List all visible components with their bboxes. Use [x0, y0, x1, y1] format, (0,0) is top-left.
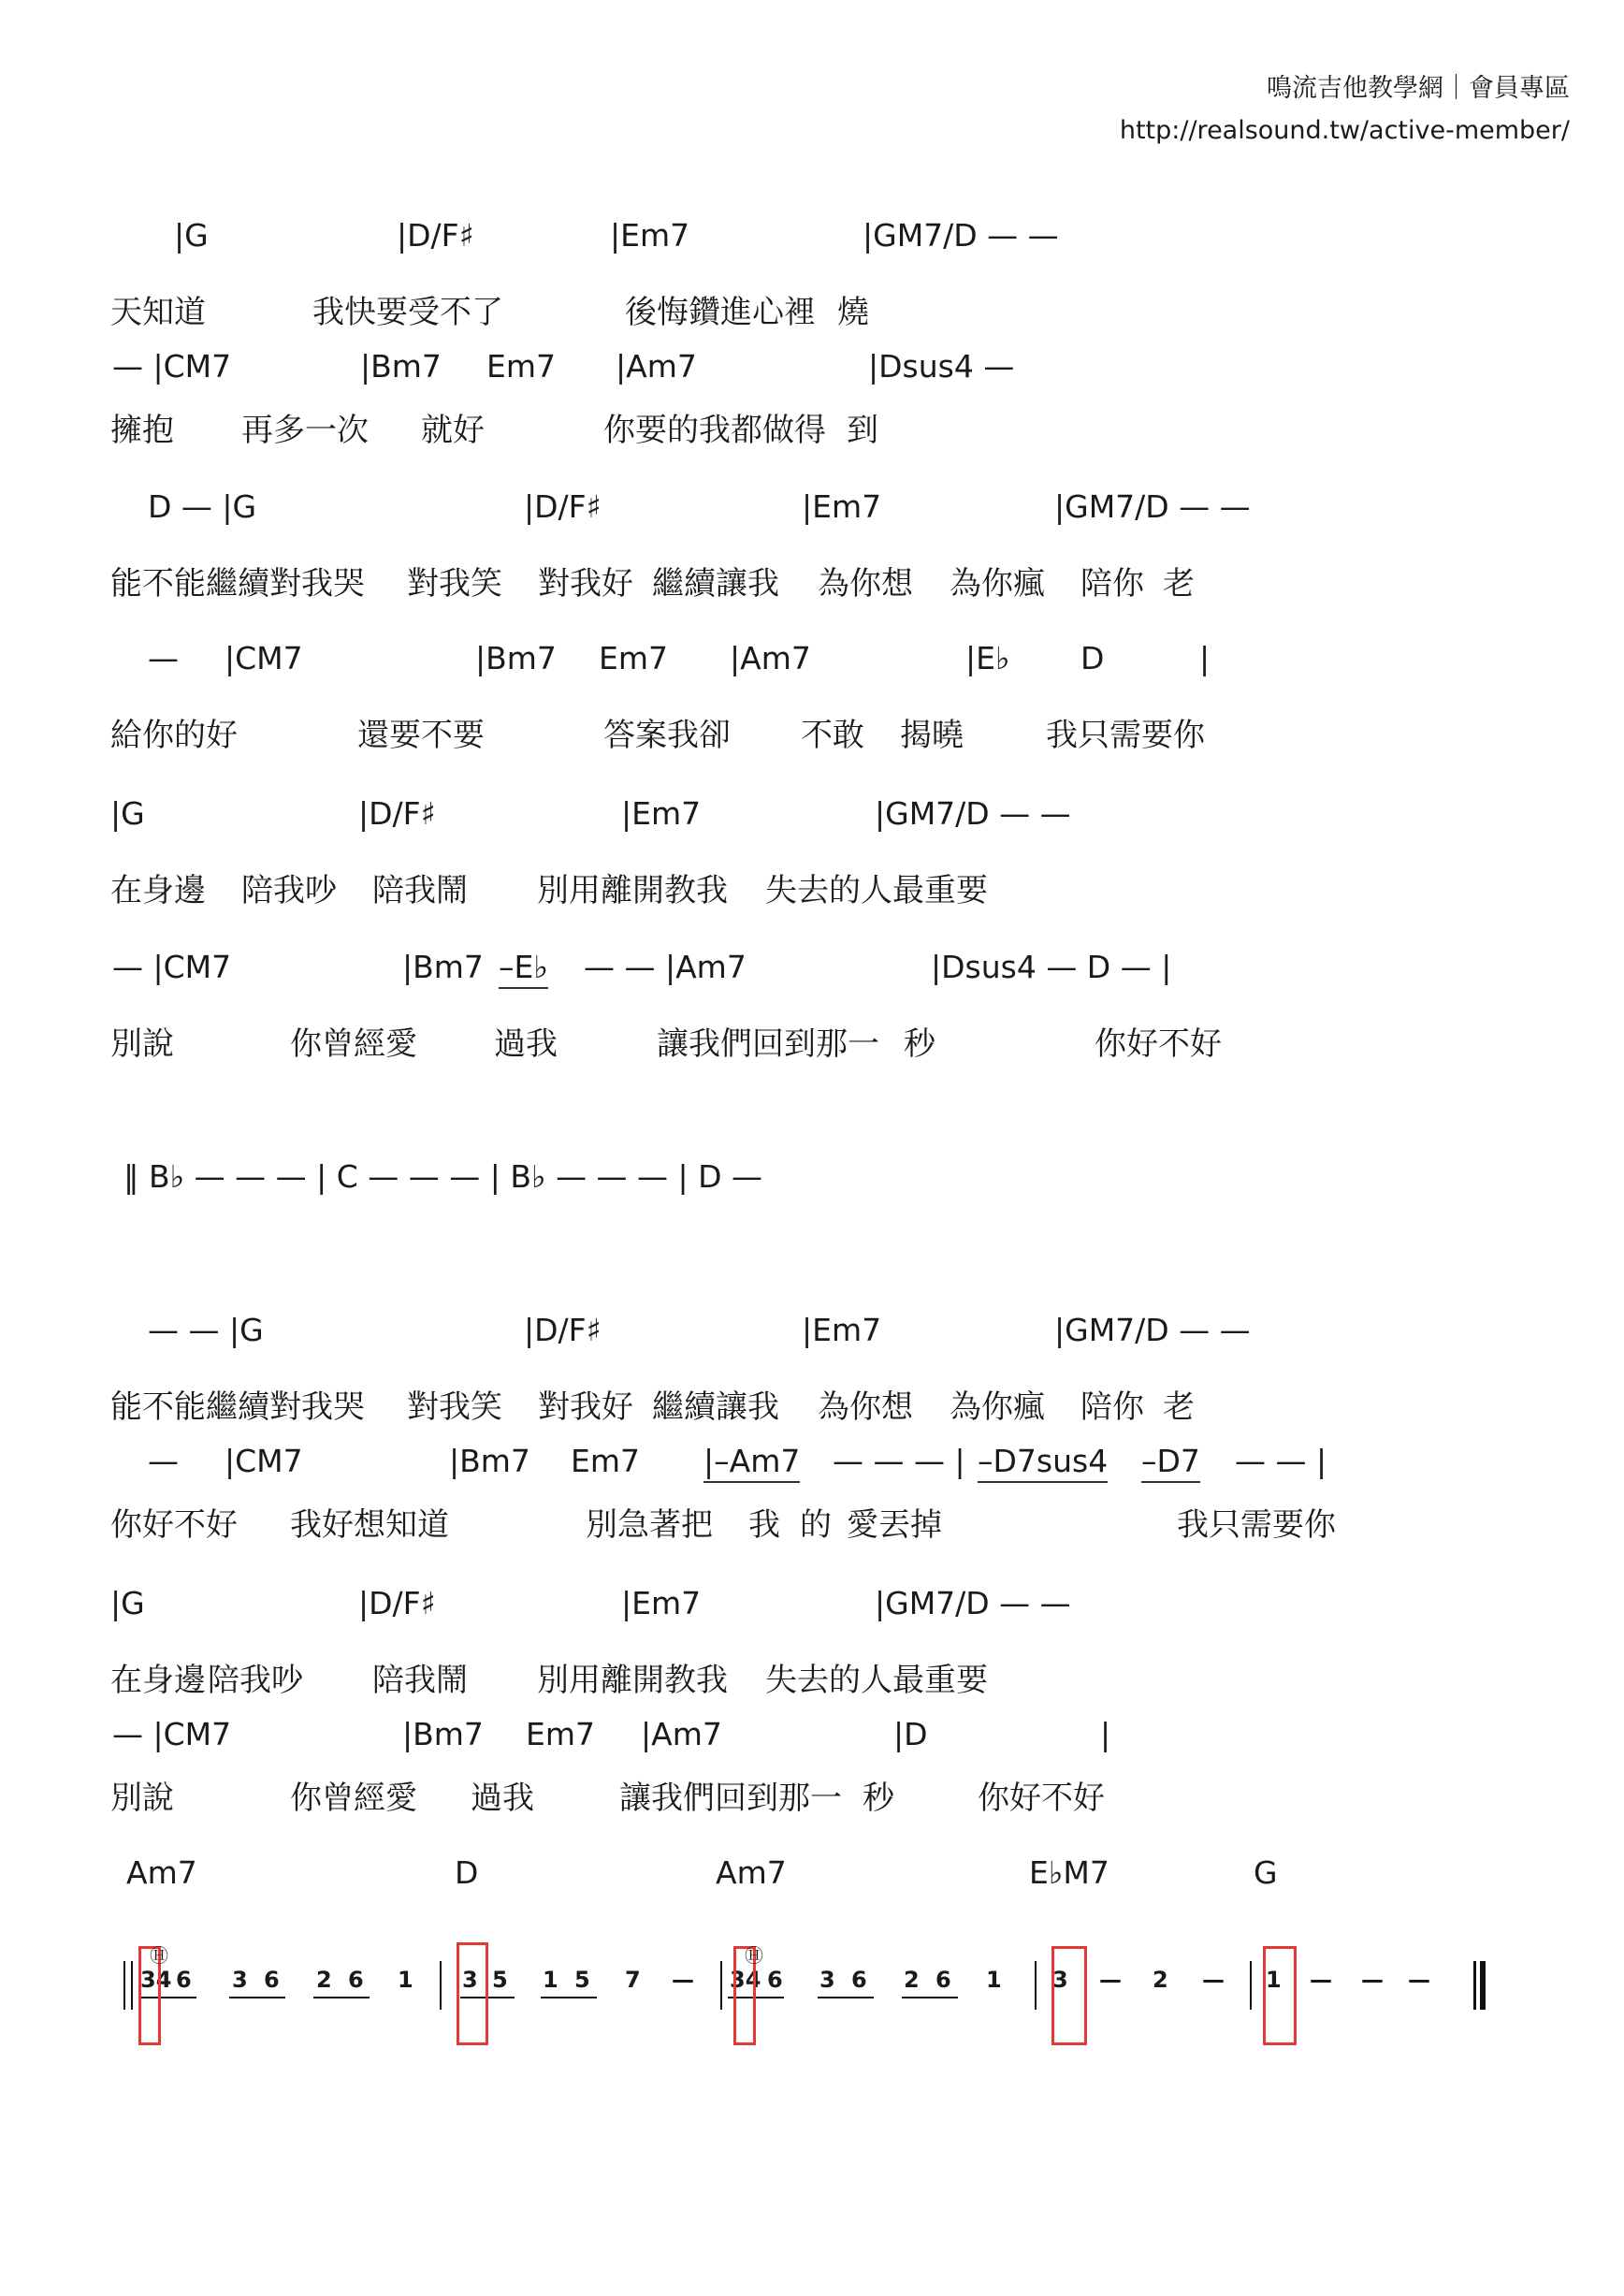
lyric-text: 還要不要 [357, 717, 485, 754]
tab-note: 3 [232, 1967, 248, 1993]
lyric-text: 能不能繼續對我哭 [110, 565, 365, 603]
lyric-text: 過我 [471, 1780, 534, 1817]
chord-line [0, 217, 1624, 264]
lyric-text: 陪我吵 [208, 1662, 303, 1699]
chord-line [0, 1716, 1624, 1763]
chord-symbol: Em7 [486, 348, 556, 385]
lyric-text: 到 [847, 412, 878, 449]
note-beam [229, 1997, 285, 1998]
chord-symbol: — — | [1235, 1443, 1327, 1479]
barline [1473, 1961, 1476, 2010]
lyric-text: 別說 [110, 1780, 174, 1817]
lyric-text: 我快要受不了 [312, 294, 503, 331]
chord-symbol: –D7 [1141, 1443, 1200, 1483]
chord-symbol: — — |Am7 [584, 949, 747, 985]
lyric-text: 的 [800, 1506, 832, 1544]
lyric-text: 我只需要你 [1046, 717, 1205, 754]
chord-symbol: |Bm7 [402, 949, 484, 985]
note-beam [541, 1997, 597, 1998]
tab-note: 6 [767, 1967, 783, 1993]
tab-note: 1 [986, 1967, 1002, 1993]
lyric-text: 讓我們回到那一 [619, 1780, 842, 1817]
note-beam [818, 1997, 874, 1998]
tab-note: — [1099, 1967, 1122, 1993]
tab-note: 34 [730, 1967, 761, 1993]
chord-symbol: — |CM7 [112, 348, 232, 385]
chord-symbol: |G [110, 795, 145, 832]
chord-symbol: |D [893, 1716, 928, 1752]
lyric-text: 答案我卻 [603, 717, 731, 754]
chord-symbol: Am7 [126, 1854, 197, 1891]
lyric-text: 再多一次 [241, 412, 369, 449]
lyric-line [0, 1381, 1624, 1428]
chord-symbol: |Bm7 [449, 1443, 530, 1479]
tab-note: — [1310, 1967, 1332, 1993]
tab-note: 6 [935, 1967, 951, 1993]
chord-symbol: |GM7/D — — [863, 217, 1059, 254]
lyric-text: 揭曉 [900, 717, 964, 754]
lyric-text: 別用離開教我 [537, 1662, 728, 1699]
lyric-text: 能不能繼續對我哭 [110, 1388, 365, 1426]
lyric-text: 你好不好 [1095, 1025, 1222, 1063]
chord-symbol: |Am7 [641, 1716, 722, 1752]
lyric-text: 後悔鑽進心裡 [625, 294, 816, 331]
lyric-text: 陪你 [1080, 1388, 1144, 1426]
chord-symbol: –D7sus4 [978, 1443, 1108, 1483]
note-beam [902, 1997, 958, 1998]
barline [440, 1961, 442, 2010]
chord-line [0, 1443, 1624, 1489]
lyric-text: 擁抱 [110, 412, 174, 449]
tab-note: 2 [1153, 1967, 1168, 1993]
chord-symbol: |D/F♯ [397, 217, 474, 254]
note-beam [728, 1997, 784, 1998]
lyric-text: 繼續讓我 [652, 1388, 779, 1426]
note-beam [460, 1997, 515, 1998]
lyric-text: 愛丟掉 [847, 1506, 942, 1544]
tab-note: 5 [574, 1967, 590, 1993]
tab-note: 6 [176, 1967, 192, 1993]
lyric-text: 你好不好 [110, 1506, 238, 1544]
chord-symbol: |Am7 [730, 640, 811, 676]
chord-symbol: |Bm7 [402, 1716, 484, 1752]
tab-notes-row [0, 1967, 1624, 2042]
lyric-text: 讓我們回到那一 [657, 1025, 879, 1063]
lyric-text: 陪我鬧 [372, 872, 468, 909]
lyric-text: 為你想 [818, 1388, 913, 1426]
lyric-text: 在身邊 [110, 1662, 206, 1699]
lyric-text: 別用離開教我 [537, 872, 728, 909]
highlight-box [138, 1946, 161, 2045]
tab-note: 3 [462, 1967, 478, 1993]
harmonic-icon: Ⓗ [745, 1944, 763, 1967]
lyric-text: 我只需要你 [1177, 1506, 1336, 1544]
highlight-box [457, 1942, 488, 2045]
lyric-text: 就好 [421, 412, 485, 449]
lyric-line [0, 558, 1624, 604]
site-url[interactable]: http://realsound.tw/active-member/ [1119, 116, 1570, 145]
chord-symbol: — [148, 1443, 179, 1479]
lyric-line [0, 1654, 1624, 1701]
chord-symbol: |Em7 [610, 217, 690, 254]
chord-symbol: Em7 [526, 1716, 595, 1752]
chord-symbol: –E♭ [499, 949, 548, 989]
lyric-text: 為你瘋 [950, 565, 1045, 603]
chord-line [0, 640, 1624, 687]
tab-note: 6 [264, 1967, 280, 1993]
harmonic-icon: Ⓗ [150, 1944, 168, 1967]
chord-symbol: G [1254, 1854, 1278, 1891]
tab-note: 2 [904, 1967, 920, 1993]
lyric-text: 我 [748, 1506, 780, 1544]
chord-symbol: |Am7 [616, 348, 697, 385]
site-title: 鳴流吉他教學網｜會員專區 [1267, 74, 1570, 103]
chord-symbol: |Em7 [621, 1585, 702, 1621]
lyric-text: 陪我吵 [241, 872, 337, 909]
chord-symbol: D [1080, 640, 1105, 676]
lyric-text: 對我好 [538, 565, 633, 603]
chord-symbol: |D/F♯ [524, 488, 602, 525]
lyric-text: 我好想知道 [290, 1506, 449, 1544]
chord-line [0, 348, 1624, 395]
chord-symbol: |E♭ [965, 640, 1010, 676]
chord-line [0, 1854, 1624, 1901]
lyric-line [0, 286, 1624, 333]
lyric-text: 陪你 [1080, 565, 1144, 603]
tab-note: 7 [625, 1967, 641, 1993]
tab-note: — [1408, 1967, 1430, 1993]
chord-symbol: |Bm7 [475, 640, 557, 676]
tab-note: 3 [819, 1967, 835, 1993]
chord-line [0, 1585, 1624, 1632]
chord-line [0, 1312, 1624, 1359]
lyric-line [0, 709, 1624, 756]
chord-symbol: |D/F♯ [358, 1585, 436, 1621]
tab-note: 1 [398, 1967, 413, 1993]
lyric-line [0, 404, 1624, 451]
chord-symbol: — — — | [833, 1443, 965, 1479]
chord-symbol: |–Am7 [703, 1443, 800, 1483]
chord-symbol: |Em7 [802, 488, 882, 525]
chord-symbol: |G [110, 1585, 145, 1621]
barline [720, 1961, 722, 2010]
chord-symbol: | [1199, 640, 1211, 676]
lyric-line [0, 1499, 1624, 1546]
lyric-text: 別說 [110, 1025, 174, 1063]
chord-symbol: — — |G [148, 1312, 264, 1348]
chord-symbol: |CM7 [225, 640, 303, 676]
lyric-text: 過我 [494, 1025, 558, 1063]
tab-note: 6 [851, 1967, 867, 1993]
chord-symbol: Em7 [571, 1443, 640, 1479]
chord-symbol: | [1100, 1716, 1111, 1752]
lyric-text: 為你瘋 [950, 1388, 1045, 1426]
tab-note: 3 [1052, 1967, 1068, 1993]
tab-note: — [1361, 1967, 1384, 1993]
lyric-text: 老 [1163, 565, 1195, 603]
lyric-text: 對我好 [538, 1388, 633, 1426]
tab-note: 2 [316, 1967, 332, 1993]
tab-note: — [672, 1967, 694, 1993]
barline [1035, 1961, 1037, 2010]
chord-symbol: D — |G [148, 488, 257, 525]
tab-note: 1 [1266, 1967, 1282, 1993]
highlight-box [1263, 1946, 1297, 2045]
chord-line [0, 795, 1624, 842]
barline [1480, 1961, 1486, 2010]
tab-note: 34 [140, 1967, 172, 1993]
lyric-text: 在身邊 [110, 872, 206, 909]
chord-symbol: |GM7/D — — [1054, 1312, 1251, 1348]
chord-symbol: |CM7 [225, 1443, 303, 1479]
chord-symbol: |Dsus4 — D — | [931, 949, 1172, 985]
lyric-text: 你曾經愛 [290, 1025, 417, 1063]
barline [1250, 1961, 1252, 2010]
note-beam [313, 1997, 370, 1998]
chord-symbol: |Em7 [621, 795, 702, 832]
lyric-text: 失去的人最重要 [765, 872, 988, 909]
tab-note: 6 [348, 1967, 364, 1993]
chord-symbol: |GM7/D — — [1054, 488, 1251, 525]
tab-note: — [1202, 1967, 1225, 1993]
note-beam [140, 1997, 196, 1998]
tab-note: 5 [492, 1967, 508, 1993]
lyric-text: 對我笑 [407, 565, 502, 603]
chord-symbol: |Dsus4 — [868, 348, 1015, 385]
lyric-text: 秒 [904, 1025, 935, 1063]
lyric-text: 為你想 [818, 565, 913, 603]
barline [131, 1961, 133, 2010]
lyric-text: 對我笑 [407, 1388, 502, 1426]
chord-symbol: |GM7/D — — [875, 795, 1071, 832]
lyric-text: 秒 [863, 1780, 894, 1817]
lyric-text: 給你的好 [110, 717, 238, 754]
chord-symbol: — [148, 640, 179, 676]
lyric-text: 燒 [837, 294, 869, 331]
lyric-text: 你曾經愛 [290, 1780, 417, 1817]
lyric-text: 你好不好 [978, 1780, 1105, 1817]
chord-symbol: Em7 [599, 640, 668, 676]
chord-symbol: ‖ B♭ — — — | C — — — | B♭ — — — | D — [123, 1158, 763, 1195]
highlight-box [733, 1946, 756, 2045]
lyric-text: 天知道 [110, 294, 206, 331]
chord-symbol: — |CM7 [112, 1716, 232, 1752]
lyric-line [0, 1018, 1624, 1065]
chord-symbol: — |CM7 [112, 949, 232, 985]
lyric-text: 繼續讓我 [652, 565, 779, 603]
chord-symbol: |Em7 [802, 1312, 882, 1348]
lyric-text: 老 [1163, 1388, 1195, 1426]
lyric-text: 別急著把 [586, 1506, 713, 1544]
lyric-line [0, 865, 1624, 911]
chord-line [0, 1158, 1624, 1205]
chord-symbol: Am7 [716, 1854, 787, 1891]
lyric-text: 失去的人最重要 [765, 1662, 988, 1699]
chord-symbol: |G [174, 217, 209, 254]
chord-symbol: E♭M7 [1029, 1854, 1109, 1891]
chord-line [0, 488, 1624, 535]
highlight-box [1051, 1946, 1087, 2045]
chord-symbol: |GM7/D — — [875, 1585, 1071, 1621]
lyric-text: 你要的我都做得 [603, 412, 826, 449]
tab-note: 1 [543, 1967, 558, 1993]
chord-symbol: |D/F♯ [524, 1312, 602, 1348]
chord-symbol: |D/F♯ [358, 795, 436, 832]
chord-symbol: D [455, 1854, 479, 1891]
lyric-line [0, 1772, 1624, 1819]
chord-line [0, 949, 1624, 995]
barline [123, 1961, 125, 2010]
lyric-text: 陪我鬧 [372, 1662, 468, 1699]
lyric-text: 不敢 [801, 717, 864, 754]
chord-symbol: |Bm7 [360, 348, 442, 385]
